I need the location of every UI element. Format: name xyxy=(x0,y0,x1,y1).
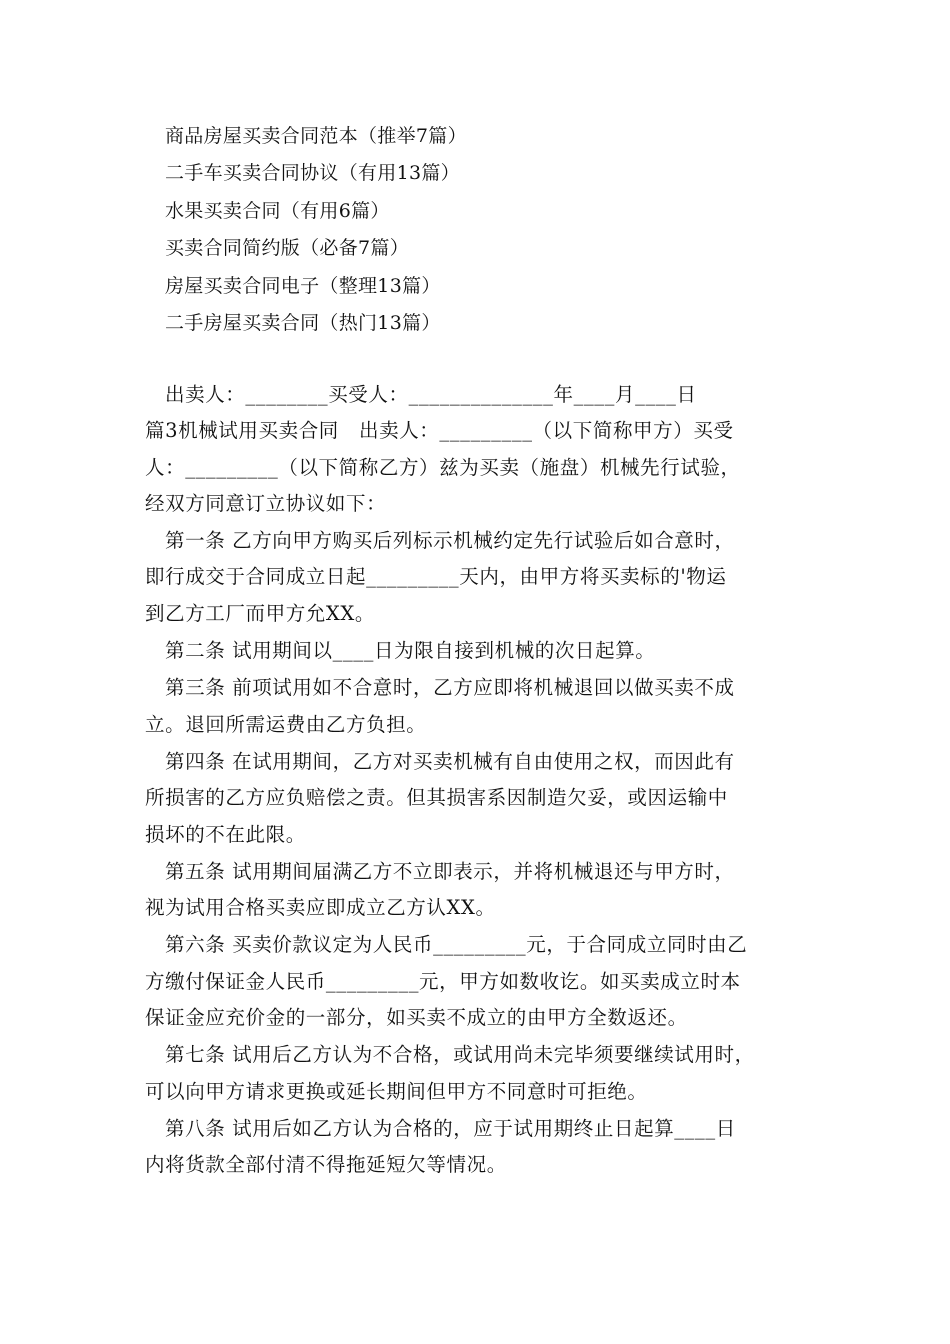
related-article-link[interactable]: 水果买卖合同（有用6篇） xyxy=(165,199,390,222)
article-7: 第七条 试用后乙方认为不合格，或试用尚未完毕须要继续试用时， xyxy=(165,1043,755,1067)
article-4: 第四条 在试用期间，乙方对买卖机械有自由使用之权，而因此有 xyxy=(165,749,735,773)
article-6: 第六条 买卖价款议定为人民币_________元，于合同成立同时由乙 xyxy=(165,933,748,957)
article-1: 第一条 乙方向甲方购买后列标示机械约定先行试验后如合意时， xyxy=(165,529,735,553)
related-article-link[interactable]: 房屋买卖合同电子（整理13篇） xyxy=(165,274,441,297)
paragraph-line: 损坏的不在此限。 xyxy=(145,822,306,846)
paragraph-line: 人：_________（以下简称乙方）兹为买卖（施盘）机械先行试验， xyxy=(145,455,741,479)
contract-body xyxy=(145,377,825,1184)
article-3: 第三条 前项试用如不合意时，乙方应即将机械退回以做买卖不成 xyxy=(165,676,735,700)
paragraph-line: 视为试用合格买卖应即成立乙方认XX。 xyxy=(145,896,496,920)
contract-heading-line: 篇3机械试用买卖合同 出卖人：_________（以下简称甲方）买受 xyxy=(145,419,734,443)
article-8: 第八条 试用后如乙方认为合格的，应于试用期终止日起算____日 xyxy=(165,1116,736,1140)
paragraph-line: 到乙方工厂而甲方允XX。 xyxy=(145,601,375,625)
related-article-link[interactable]: 二手车买卖合同协议（有用13篇） xyxy=(165,162,460,185)
related-article-link[interactable]: 买卖合同简约版（必备7篇） xyxy=(165,237,409,260)
article-2: 第二条 试用期间以____日为限自接到机械的次日起算。 xyxy=(165,639,656,663)
signature-line: 出卖人：________买受人：______________年____月____日 xyxy=(165,383,697,406)
paragraph-line: 立。退回所需运费由乙方负担。 xyxy=(145,712,427,736)
related-article-link[interactable]: 商品房屋买卖合同范本（推举7篇） xyxy=(165,125,467,147)
paragraph-line: 内将货款全部付清不得拖延短欠等情况。 xyxy=(145,1153,507,1177)
paragraph-line: 方缴付保证金人民币_________元，甲方如数收讫。如买卖成立时本 xyxy=(145,969,741,993)
related-articles-list xyxy=(165,118,865,342)
article-5: 第五条 试用期间届满乙方不立即表示，并将机械退还与甲方时， xyxy=(165,859,735,883)
paragraph-line: 即行成交于合同成立日起_________天内，由甲方将买卖标的'物运 xyxy=(145,565,727,589)
related-article-link[interactable]: 二手房屋买卖合同（热门13篇） xyxy=(165,311,441,334)
paragraph-line: 经双方同意订立协议如下： xyxy=(145,491,387,515)
paragraph-line: 所损害的乙方应负赔偿之责。但其损害系因制造欠妥，或因运输中 xyxy=(145,786,728,810)
paragraph-line: 可以向甲方请求更换或延长期间但甲方不同意时可拒绝。 xyxy=(145,1079,648,1103)
paragraph-line: 保证金应充价金的一部分，如买卖不成立的由甲方全数返还。 xyxy=(145,1006,688,1030)
